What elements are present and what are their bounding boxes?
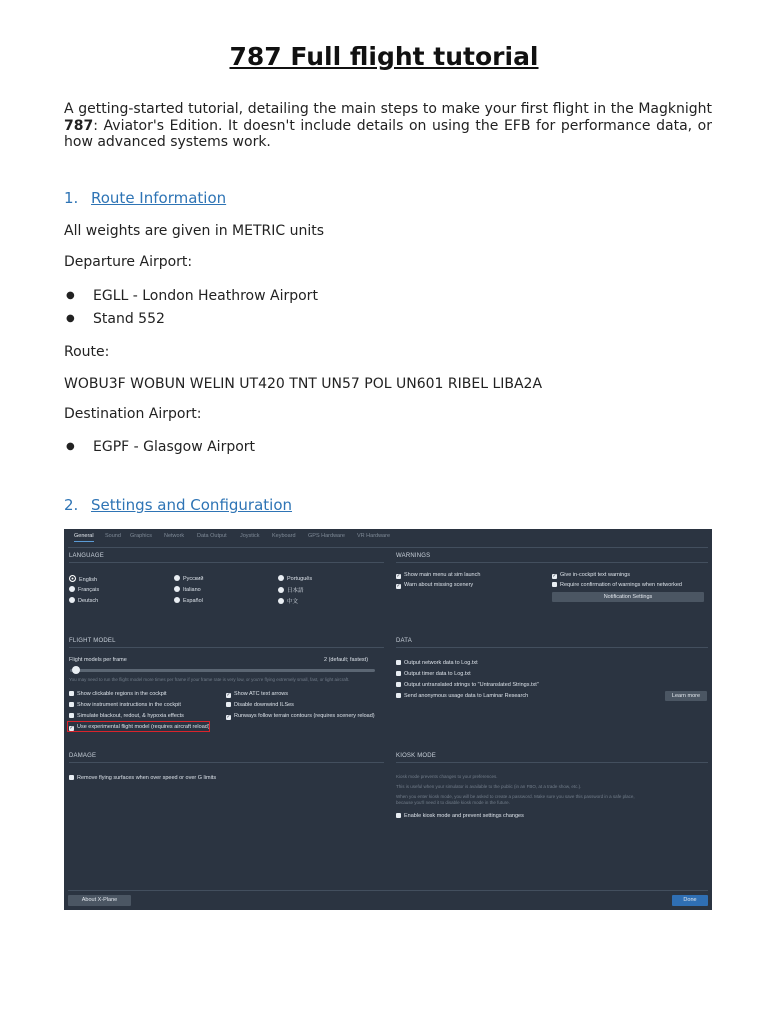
tab-sound[interactable]: Sound [105, 533, 121, 539]
warn-missing-scenery[interactable] [396, 582, 473, 589]
language-italian[interactable] [174, 586, 201, 593]
checkbox-icon[interactable] [69, 713, 74, 718]
option-label: Show ATC text arrows [234, 691, 288, 697]
kiosk-desc-line: When you enter kiosk mode, you will be asked to create a password. Make sure you save this password in a safe place, [396, 794, 635, 799]
settings-screenshot [64, 529, 712, 910]
data-timer-log[interactable] [396, 671, 471, 677]
kiosk-desc-line: This is useful when your simulator is available to the public (in an FBO, at a trade show, etc.). [396, 784, 582, 789]
option-label: Português [287, 576, 313, 582]
radio-selected-icon[interactable] [69, 575, 76, 582]
tab-keyboard[interactable]: Keyboard [272, 533, 296, 539]
language-spanish[interactable] [174, 597, 203, 604]
checkbox-icon[interactable] [226, 702, 231, 707]
tab-network[interactable]: Network [164, 533, 185, 539]
route-string: WOBU3F WOBUN WELIN UT420 TNT UN57 POL UN601 RIBEL LIBA2A [64, 376, 543, 392]
bullet-icon: ● [66, 290, 75, 301]
highlight-box [67, 721, 210, 732]
radio-icon[interactable] [174, 575, 180, 581]
about-xplane-button[interactable]: About X-Plane [68, 895, 131, 906]
fm-atc-text-arrows[interactable] [226, 691, 288, 698]
footer-divider [68, 890, 708, 891]
tab-vr-hardware[interactable]: VR Hardware [357, 533, 391, 539]
tab-divider [68, 547, 708, 548]
section-heading-route[interactable] [64, 189, 226, 207]
checkbox-icon[interactable] [396, 693, 401, 698]
checkbox-icon[interactable] [69, 775, 74, 780]
checkbox-checked-icon[interactable]: ✓ [552, 573, 557, 579]
flight-models-per-frame-label: Flight models per frame [69, 657, 127, 663]
checkbox-icon[interactable] [552, 582, 557, 587]
checkbox-checked-icon[interactable]: ✓ [226, 692, 231, 698]
option-label: Русский [183, 576, 204, 582]
checkbox-checked-icon[interactable]: ✓ [69, 725, 74, 731]
tab-joystick[interactable]: Joystick [240, 533, 260, 539]
notification-settings-button[interactable]: Notification Settings [552, 592, 704, 602]
option-label: Remove flying surfaces when over speed or over G limits [77, 775, 217, 781]
radio-icon[interactable] [174, 597, 180, 603]
option-label: Output network data to Log.txt [404, 660, 478, 666]
flight-model-heading: FLIGHT MODEL [69, 638, 116, 644]
option-label: 日本語 [287, 588, 304, 594]
section-number: 2. [64, 496, 79, 514]
option-label: Show instrument instructions in the cockpit [77, 702, 181, 708]
language-japanese[interactable] [278, 586, 304, 594]
flight-model-note: You may need to run the flight model more times per frame if your frame rate is very low, or you're flying extremely small, fast, or light aircraft. [69, 677, 350, 682]
fm-clickable-regions[interactable] [69, 691, 167, 697]
intro-paragraph [64, 101, 712, 151]
option-label: 中文 [287, 599, 299, 605]
language-german[interactable] [69, 597, 98, 604]
radio-icon[interactable] [69, 586, 75, 592]
fm-runways-follow-terrain[interactable] [226, 713, 375, 720]
tab-graphics[interactable]: Graphics [130, 533, 153, 539]
fm-disable-downwind-ils[interactable] [226, 702, 294, 708]
fm-instrument-instructions[interactable] [69, 702, 181, 708]
option-label: Show main menu at sim launch [404, 572, 481, 578]
radio-icon[interactable] [69, 597, 75, 603]
damage-heading: DAMAGE [69, 753, 97, 759]
option-label: Runways follow terrain contours (requires scenery reload) [234, 713, 375, 719]
option-label: Warn about missing scenery [404, 582, 474, 588]
warn-show-main-menu[interactable] [396, 572, 480, 579]
data-anonymous-usage[interactable] [396, 693, 528, 699]
section-divider [69, 647, 384, 648]
section-divider [396, 762, 708, 763]
list-item [66, 288, 318, 304]
option-label: Use experimental flight model (requires aircraft reload) [77, 724, 210, 730]
data-heading: DATA [396, 638, 412, 644]
language-heading: LANGUAGE [69, 553, 104, 559]
slider-handle[interactable] [72, 666, 80, 674]
option-label: Italiano [183, 587, 201, 593]
option-label: English [79, 577, 98, 583]
option-label: Show clickable regions in the cockpit [77, 691, 167, 697]
section-link[interactable]: Settings and Configuration [91, 496, 293, 514]
route-label: Route: [64, 344, 110, 360]
bullet-icon: ● [66, 441, 75, 452]
list-item-text: Stand 552 [93, 311, 165, 327]
flight-models-per-frame-value: 2 (default; fastest) [324, 657, 369, 663]
section-heading-settings[interactable] [64, 496, 292, 514]
data-network-log[interactable] [396, 660, 478, 666]
intro-bold-model: 787 [64, 117, 94, 134]
warn-require-confirmation[interactable] [552, 582, 682, 588]
tab-gps-hardware[interactable]: GPS Hardware [308, 533, 345, 539]
list-item [66, 439, 255, 455]
checkbox-icon[interactable] [396, 660, 401, 665]
checkbox-icon[interactable] [396, 813, 401, 818]
list-item-text: EGLL - London Heathrow Airport [93, 288, 318, 304]
section-divider [396, 647, 708, 648]
checkbox-icon[interactable] [69, 691, 74, 696]
page-title: 787 Full flight tutorial [229, 42, 539, 71]
flight-models-slider[interactable] [70, 669, 375, 672]
checkbox-icon[interactable] [69, 702, 74, 707]
radio-icon[interactable] [278, 598, 284, 604]
option-label: Deutsch [78, 598, 99, 604]
radio-icon[interactable] [278, 575, 284, 581]
radio-icon[interactable] [174, 586, 180, 592]
language-russian[interactable] [174, 575, 203, 582]
data-untranslated-strings[interactable] [396, 682, 539, 688]
option-label: Disable downwind ILSes [234, 702, 294, 708]
option-label: Output timer data to Log.txt [404, 671, 471, 677]
section-link[interactable]: Route Information [91, 189, 227, 207]
learn-more-button[interactable]: Learn more [665, 691, 707, 701]
language-english[interactable] [69, 575, 97, 583]
warnings-heading: WARNINGS [396, 553, 431, 559]
checkbox-icon[interactable] [396, 671, 401, 676]
bullet-icon: ● [66, 313, 75, 324]
damage-remove-surfaces[interactable] [69, 775, 216, 781]
intro-text-after: : Aviator's Edition. It doesn't include details on using the EFB for performance data, or how advanced systems work. [64, 117, 712, 150]
checkbox-checked-icon[interactable]: ✓ [396, 573, 401, 579]
option-label: Español [183, 598, 203, 604]
checkbox-icon[interactable] [396, 682, 401, 687]
kiosk-heading: KIOSK MODE [396, 753, 437, 759]
destination-label: Destination Airport: [64, 406, 202, 422]
section-number: 1. [64, 189, 79, 207]
kiosk-desc-line: Kiosk mode prevents changes to your preferences. [396, 774, 498, 779]
language-chinese[interactable] [278, 597, 298, 605]
weights-note: All weights are given in METRIC units [64, 223, 325, 239]
kiosk-desc-line: because you'll need it to disable kiosk mode in the future. [396, 800, 510, 805]
option-label: Français [78, 587, 100, 593]
section-divider [396, 562, 708, 563]
checkbox-checked-icon[interactable]: ✓ [396, 583, 401, 589]
departure-label: Departure Airport: [64, 254, 193, 270]
kiosk-enable[interactable] [396, 813, 524, 819]
intro-text-before: A getting-started tutorial, detailing the main steps to make your first flight in the Magknight [64, 101, 712, 117]
checkbox-checked-icon[interactable]: ✓ [226, 714, 231, 720]
list-item-text: EGPF - Glasgow Airport [93, 439, 256, 455]
option-label: Give in-cockpit text warnings [560, 572, 630, 578]
list-item [66, 311, 165, 327]
language-french[interactable] [69, 586, 99, 593]
tab-general[interactable]: General [74, 533, 94, 542]
option-label: Send anonymous usage data to Laminar Research [404, 693, 529, 699]
option-label: Enable kiosk mode and prevent settings changes [404, 813, 524, 819]
done-button[interactable]: Done [672, 895, 708, 906]
option-label: Require confirmation of warnings when networked [560, 582, 682, 588]
section-divider [69, 562, 384, 563]
fm-blackout-effects[interactable] [69, 713, 184, 719]
option-label: Simulate blackout, redout, & hypoxia effects [77, 713, 184, 719]
language-portuguese[interactable] [278, 575, 312, 582]
radio-icon[interactable] [278, 587, 284, 593]
section-divider [69, 762, 384, 763]
option-label: Output untranslated strings to "Untranslated Strings.txt" [404, 682, 539, 688]
warn-in-cockpit-text[interactable] [552, 572, 630, 579]
tab-data-output[interactable]: Data Output [197, 533, 227, 539]
